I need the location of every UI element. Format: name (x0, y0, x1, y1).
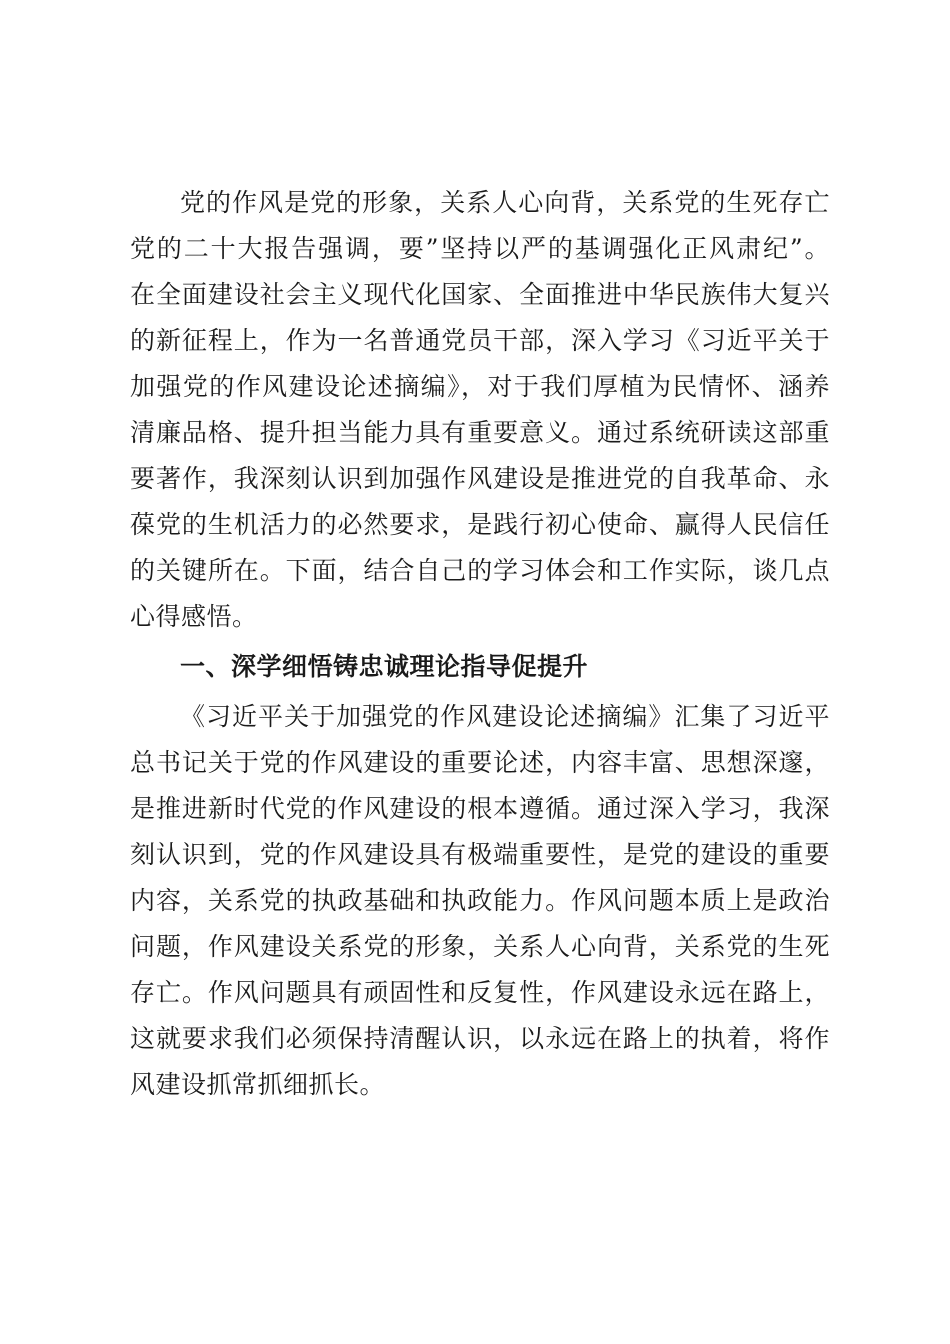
paragraph-line: 刻认识到，党的作风建设具有极端重要性，是党的建设的重要 (130, 840, 830, 869)
paragraph-line: 风建设抓常抓细抓长。 (130, 1070, 386, 1099)
paragraph-line: 的新征程上，作为一名普通党员干部，深入学习《习近平关于 (130, 326, 830, 355)
paragraph-line: 总书记关于党的作风建设的重要论述，内容丰富、思想深邃， (130, 748, 830, 777)
paragraph-line: 的关键所在。下面，结合自己的学习体会和工作实际，谈几点 (130, 556, 830, 585)
paragraph-line: 心得感悟。 (130, 602, 258, 631)
paragraph-line: 是推进新时代党的作风建设的根本遵循。通过深入学习，我深 (130, 794, 830, 823)
paragraph-line: 党的作风是党的形象，关系人心向背，关系党的生死存亡 (180, 188, 830, 217)
document-body (130, 180, 830, 1108)
paragraph-intro (130, 180, 830, 640)
paragraph-line: 清廉品格、提升担当能力具有重要意义。通过系统研读这部重 (130, 418, 830, 447)
paragraph-section-one (130, 694, 830, 1108)
paragraph-line: 问题，作风建设关系党的形象，关系人心向背，关系党的生死 (130, 932, 830, 961)
paragraph-line: 在全面建设社会主义现代化国家、全面推进中华民族伟大复兴 (130, 280, 830, 309)
paragraph-line: 内容，关系党的执政基础和执政能力。作风问题本质上是政治 (130, 886, 830, 915)
paragraph-line: 党的二十大报告强调，要”坚持以严的基调强化正风肃纪”。 (130, 234, 830, 263)
paragraph-line: 加强党的作风建设论述摘编》，对于我们厚植为民情怀、涵养 (130, 372, 830, 401)
paragraph-line: 《习近平关于加强党的作风建设论述摘编》汇集了习近平 (180, 702, 830, 731)
paragraph-line: 存亡。作风问题具有顽固性和反复性，作风建设永远在路上， (130, 978, 830, 1007)
paragraph-line: 要著作，我深刻认识到加强作风建设是推进党的自我革命、永 (130, 464, 830, 493)
paragraph-line: 这就要求我们必须保持清醒认识，以永远在路上的执着，将作 (130, 1024, 830, 1053)
paragraph-line: 葆党的生机活力的必然要求，是践行初心使命、赢得人民信任 (130, 510, 830, 539)
section-heading: 一、深学细悟铸忠诚理论指导促提升 (180, 652, 589, 681)
